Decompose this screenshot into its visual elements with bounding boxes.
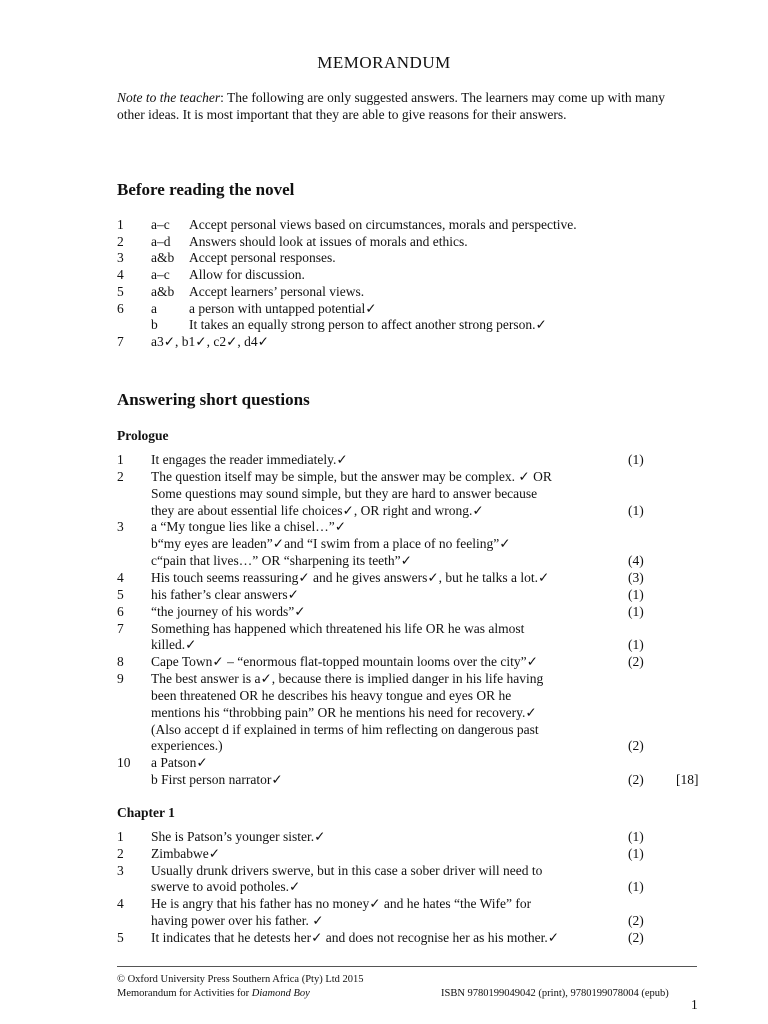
item-parts: a–c [151, 217, 170, 232]
question-number: 3 [117, 519, 124, 535]
answer-row [0, 518, 768, 535]
answer-row [0, 502, 768, 519]
question-number: 4 [117, 896, 124, 912]
mark-allocation: (1) [628, 452, 644, 467]
answer-row [0, 620, 768, 637]
footer-divider [117, 966, 697, 967]
question-number: 1 [117, 829, 124, 844]
list-item [0, 216, 768, 233]
footer-isbn: ISBN 9780199049042 (print), 9780199078004 (epub) [441, 988, 669, 999]
answer-text: mentions his “throbbing pain” OR he mentions his need for recovery.✓ [151, 704, 537, 720]
answer-row [0, 878, 768, 895]
answer-row [0, 451, 768, 468]
answer-text: Zimbabwe✓ [151, 845, 221, 861]
mark-allocation: (1) [628, 845, 644, 861]
mark-allocation: (2) [628, 738, 644, 754]
answer-row [0, 468, 768, 485]
section-heading-short-questions: Answering short questions [117, 390, 310, 409]
answer-text: a “My tongue lies like a chisel…”✓ [151, 519, 347, 535]
answer-row [0, 895, 768, 912]
item-parts: a&b [151, 283, 175, 299]
list-item [0, 233, 768, 250]
item-answer: Accept personal views based on circumstances, morals and perspective. [189, 217, 577, 232]
question-number: 7 [117, 620, 124, 636]
question-number: 2 [117, 468, 124, 484]
mark-allocation: (1) [628, 637, 644, 653]
answer-text: c“pain that lives…” OR “sharpening its teeth”✓ [151, 553, 412, 569]
question-number: 5 [117, 586, 124, 602]
question-number: 4 [117, 569, 124, 585]
answer-text: (Also accept d if explained in terms of him reflecting on dangerous past [151, 721, 539, 737]
answer-text: Something has happened which threatened his life OR he was almost [151, 620, 525, 636]
answer-text: killed.✓ [151, 637, 197, 653]
item-answer: a person with untapped potential✓ [189, 300, 377, 316]
answer-text: swerve to avoid potholes.✓ [151, 879, 301, 895]
item-number: 4 [117, 267, 124, 283]
answer-text: His touch seems reassuring✓ and he gives answers✓, but he talks a lot.✓ [151, 569, 550, 585]
answer-text: Some questions may sound simple, but they are hard to answer because [151, 485, 538, 501]
page-number: 1 [691, 997, 698, 1012]
item-parts: b [151, 317, 158, 333]
answer-text: b“my eyes are leaden”✓and “I swim from a place of no feeling”✓ [151, 536, 511, 552]
answer-text: The best answer is a✓, because there is implied danger in his life having [151, 671, 544, 687]
list-item [0, 316, 768, 333]
mark-allocation: (1) [628, 829, 644, 844]
teacher-note-label: Note to the teacher [117, 90, 221, 105]
answer-row [0, 737, 768, 754]
answer-text: It indicates that he detests her✓ and does not recognise her as his mother.✓ [151, 929, 560, 945]
answer-row [0, 704, 768, 721]
mark-allocation: (1) [628, 502, 644, 518]
question-number: 9 [117, 671, 124, 687]
item-number: 3 [117, 250, 124, 266]
mark-allocation: (2) [628, 913, 644, 928]
footer-memo [117, 988, 310, 999]
mark-allocation: (1) [628, 586, 644, 602]
answer-row [0, 754, 768, 771]
question-number: 6 [117, 603, 124, 619]
item-answer: Allow for discussion. [189, 267, 305, 283]
answer-row [0, 687, 768, 704]
question-number: 8 [117, 654, 124, 670]
answer-row [0, 912, 768, 929]
item-answer: It takes an equally strong person to affect another strong person.✓ [189, 317, 547, 333]
question-number: 5 [117, 929, 124, 945]
footer-copyright: © Oxford University Press Southern Africa (Pty) Ltd 2015 [117, 974, 364, 985]
mark-allocation: (2) [628, 654, 644, 670]
teacher-note-text: : The following are only suggested answers. The learners may come up with many other ideas. It is most important that they are able to give reasons for their answers. [117, 90, 665, 122]
answer-row [0, 845, 768, 862]
mark-allocation: (2) [628, 772, 644, 788]
answer-row [0, 862, 768, 879]
answer-text: they are about essential life choices✓, OR right and wrong.✓ [151, 502, 484, 518]
chapter1-heading: Chapter 1 [117, 805, 175, 820]
item-answer: Accept personal responses. [189, 250, 336, 266]
answer-text: “the journey of his words”✓ [151, 603, 306, 619]
mark-allocation: (1) [628, 603, 644, 619]
item-number: 7 [117, 333, 124, 349]
answer-text: experiences.) [151, 738, 223, 754]
item-number: 1 [117, 217, 124, 232]
answer-row [0, 586, 768, 603]
answer-row [0, 603, 768, 620]
answer-text: Usually drunk drivers swerve, but in this case a sober driver will need to [151, 862, 543, 878]
answer-text: The question itself may be simple, but the answer may be complex. ✓ OR [151, 468, 552, 484]
answer-row [0, 552, 768, 569]
answer-row [0, 653, 768, 670]
answer-text: his father’s clear answers✓ [151, 586, 299, 602]
answer-text: It engages the reader immediately.✓ [151, 452, 348, 467]
list-item [0, 333, 768, 350]
answer-text: Cape Town✓ – “enormous flat-topped mountain looms over the city”✓ [151, 654, 538, 670]
item-number: 5 [117, 283, 124, 299]
answer-row [0, 771, 768, 788]
section-heading-before-reading: Before reading the novel [117, 180, 295, 199]
answer-row [0, 670, 768, 687]
page-title: MEMORANDUM [317, 53, 451, 72]
item-parts: a–d [151, 233, 171, 249]
item-parts: a–c [151, 267, 170, 283]
answer-row [0, 569, 768, 586]
question-number: 2 [117, 845, 124, 861]
prologue-heading: Prologue [117, 428, 169, 443]
answer-text: She is Patson’s younger sister.✓ [151, 829, 326, 844]
item-parts: a3✓, b1✓, c2✓, d4✓ [151, 333, 269, 349]
answer-row [0, 929, 768, 946]
answer-text: been threatened OR he describes his heavy tongue and eyes OR he [151, 687, 512, 703]
mark-allocation: (3) [628, 569, 644, 585]
teacher-note [117, 90, 677, 123]
answer-row [0, 636, 768, 653]
answer-text: a Patson✓ [151, 755, 208, 771]
answer-row [0, 535, 768, 552]
question-number: 10 [117, 755, 131, 771]
item-parts: a&b [151, 250, 175, 266]
question-number: 1 [117, 452, 124, 467]
mark-allocation: (2) [628, 929, 644, 945]
item-answer: Accept learners’ personal views. [189, 283, 365, 299]
list-item [0, 300, 768, 317]
answer-row [0, 828, 768, 845]
mark-allocation: (4) [628, 553, 644, 569]
list-item [0, 266, 768, 283]
item-number: 6 [117, 300, 124, 316]
answer-text: b First person narrator✓ [151, 772, 283, 788]
item-answer: Answers should look at issues of morals and ethics. [189, 233, 468, 249]
footer-memo-prefix: Memorandum for Activities for [117, 988, 252, 999]
item-number: 2 [117, 233, 124, 249]
answer-row [0, 721, 768, 738]
item-parts: a [151, 300, 157, 316]
answer-text: He is angry that his father has no money✓ and he hates “the Wife” for [151, 896, 532, 912]
list-item [0, 283, 768, 300]
answer-row [0, 485, 768, 502]
mark-allocation: (1) [628, 879, 644, 895]
section-total: [18] [676, 772, 699, 788]
answer-text: having power over his father. ✓ [151, 913, 324, 928]
footer-book-title: Diamond Boy [251, 988, 310, 999]
question-number: 3 [117, 862, 124, 878]
list-item [0, 249, 768, 266]
